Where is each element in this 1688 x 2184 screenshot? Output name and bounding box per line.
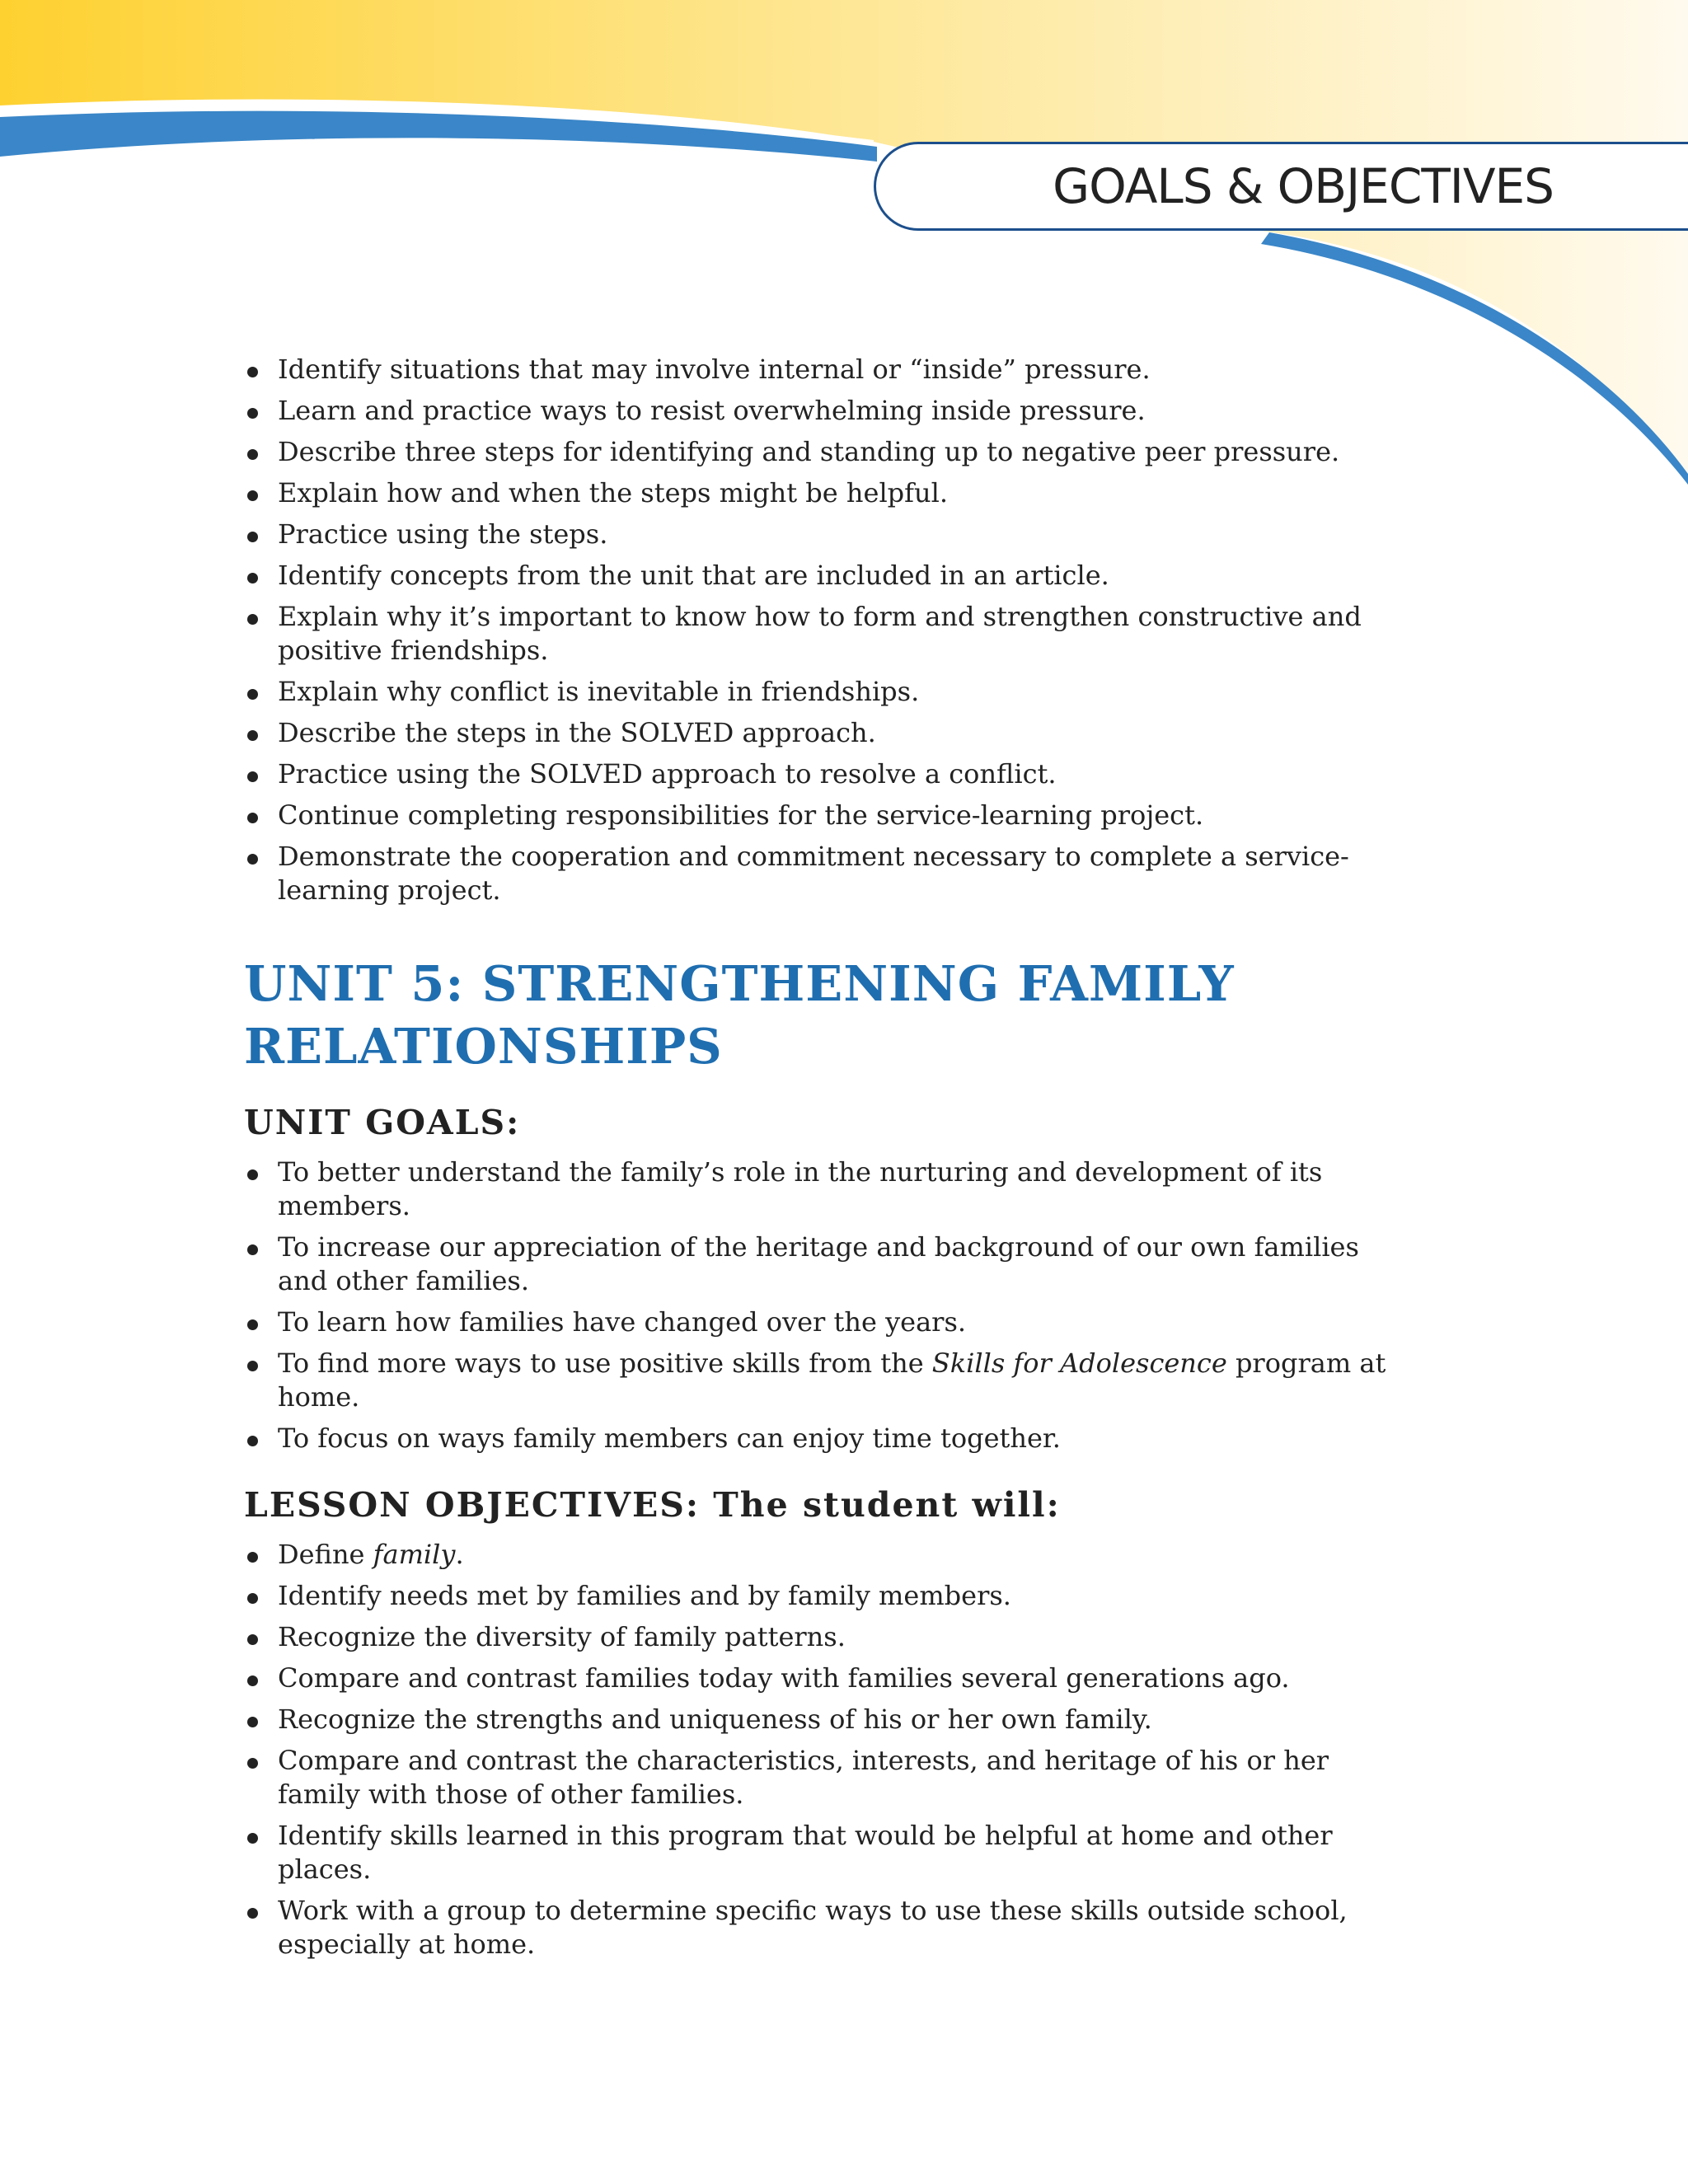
list-item: Describe three steps for identifying and standing up to negative peer pressure. (244, 435, 1390, 469)
list-item: Identify needs met by families and by family members. (244, 1579, 1390, 1613)
list-item: To better understand the family’s role in the nurturing and development of its members. (244, 1155, 1390, 1223)
list-item: Explain why it’s important to know how to form and strengthen constructive and positive friendships. (244, 600, 1390, 668)
list-item: Work with a group to determine specific ways to use these skills outside school, especially at home. (244, 1894, 1390, 1961)
list-item: Recognize the strengths and uniqueness of his or her own family. (244, 1703, 1390, 1736)
list-item: Recognize the diversity of family patterns. (244, 1620, 1390, 1654)
list-item: Describe the steps in the SOLVED approach. (244, 716, 1390, 750)
list-item: Practice using the SOLVED approach to resolve a conflict. (244, 757, 1390, 791)
list-item-text: To find more ways to use positive skills from the (278, 1347, 932, 1379)
list-item: Identify situations that may involve internal or “inside” pressure. (244, 353, 1390, 387)
list-item: Demonstrate the cooperation and commitment necessary to complete a service-learning project. (244, 840, 1390, 907)
list-item: Compare and contrast families today with families several generations ago. (244, 1661, 1390, 1695)
list-item: To focus on ways family members can enjoy time together. (244, 1422, 1390, 1455)
unit-title-line2: RELATIONSHIPS (244, 1018, 723, 1075)
list-item (244, 1538, 1390, 1572)
list-item-text: Define (278, 1539, 373, 1570)
unit-goals-heading: UNIT GOALS: (244, 1103, 521, 1142)
previous-unit-objectives-list (244, 353, 1390, 907)
list-item-text: . (455, 1539, 464, 1570)
lesson-objectives-list (244, 1538, 1390, 1961)
list-item: Explain how and when the steps might be helpful. (244, 476, 1390, 510)
section-title: GOALS & OBJECTIVES (1053, 158, 1554, 214)
list-item: To increase our appreciation of the heritage and background of our own families and other families. (244, 1230, 1390, 1298)
list-item (244, 1347, 1390, 1414)
lesson-objectives-heading: LESSON OBJECTIVES: The student will: (244, 1485, 1061, 1525)
list-item: Explain why conflict is inevitable in friendships. (244, 675, 1390, 709)
section-header-tab (874, 142, 1688, 231)
list-item: Identify skills learned in this program that would be helpful at home and other places. (244, 1819, 1390, 1886)
list-item: Compare and contrast the characteristics, interests, and heritage of his or her family with those of other families. (244, 1744, 1390, 1811)
unit-title (244, 953, 1390, 1078)
unit-goals-list (244, 1155, 1390, 1455)
list-item-italic-text: family (373, 1539, 456, 1570)
page-content (244, 353, 1390, 1969)
list-item: Continue completing responsibilities for the service-learning project. (244, 799, 1390, 832)
list-item-text: program at home. (278, 1347, 1386, 1413)
list-item: To learn how families have changed over the years. (244, 1305, 1390, 1339)
list-item-italic-text: Skills for Adolescence (931, 1347, 1227, 1379)
list-item: Practice using the steps. (244, 518, 1390, 551)
unit-title-line1: UNIT 5: STRENGTHENING FAMILY (244, 955, 1235, 1012)
list-item: Learn and practice ways to resist overwhelming inside pressure. (244, 394, 1390, 428)
list-item: Identify concepts from the unit that are included in an article. (244, 559, 1390, 593)
